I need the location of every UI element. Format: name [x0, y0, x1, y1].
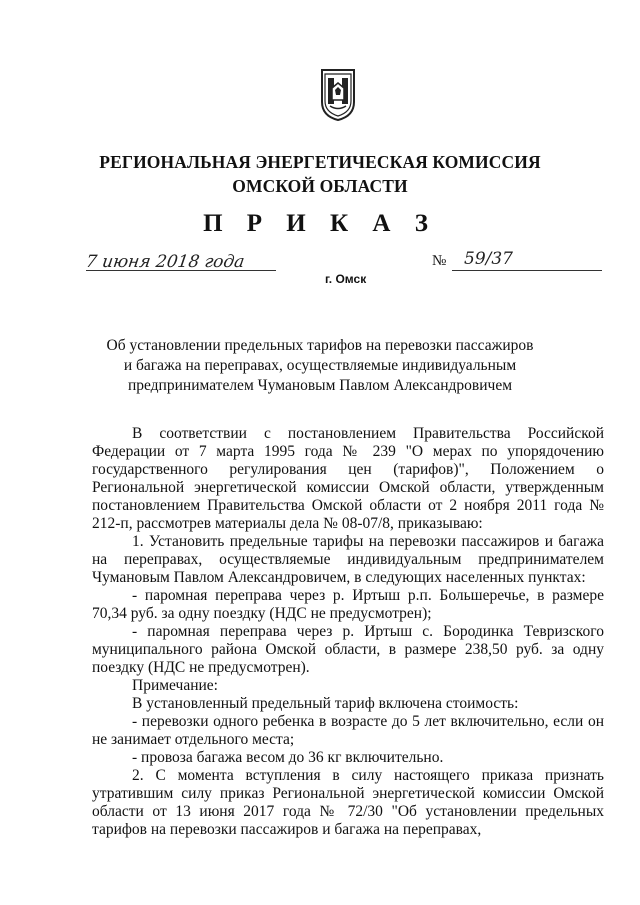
paragraph-ferry-bolsherechye: - паромная переправа через р. Иртыш р.п. Большеречье, в размере 70,34 руб. за одну поездку (НДС не предусмотрен); [92, 587, 604, 622]
document-type: П Р И К А З [203, 210, 437, 237]
number-label: № [432, 253, 447, 269]
title-line3: предпринимателем Чумановым Павлом Александровичем [127, 377, 513, 394]
date-handwritten: 7 июня 2018 года [84, 252, 246, 272]
paragraph-note-label: Примечание: [132, 677, 218, 694]
paragraph-item-2: 2. С момента вступления в силу настоящего приказа признать утратившим силу приказ Региональной энергетической комиссии Омской области от 13 июня 2017 года № 72/30 "Об установлении предельных тарифов на перевозки пассажиров и багажа на переправах, [92, 767, 604, 838]
paragraph-preamble: В соответствии с постановлением Правительства Российской Федерации от 7 марта 1995 года № 239 "О мерах по упорядочению государственного регулирования цен (тарифов)", Положением о Региональной энергетической комиссии Омской области, утвержденным постановлением Правительства Омской области от 2 ноября 2011 года № 212-п, рассмотрев материалы дела № 08-07/8, приказываю: [92, 425, 604, 532]
document-body [92, 425, 604, 839]
date-underline [86, 270, 276, 271]
coat-of-arms-emblem [318, 66, 358, 122]
number-underline [452, 270, 602, 271]
paragraph-note-text: В установленный предельный тариф включена стоимость: [132, 695, 519, 712]
title-line2: и багажа на переправах, осуществляемые индивидуальным [123, 357, 517, 374]
number-handwritten: 59/37 [464, 249, 513, 269]
org-name-line2: ОМСКОЙ ОБЛАСТИ [232, 176, 408, 196]
paragraph-note-baggage: - провоза багажа весом до 36 кг включительно. [132, 749, 444, 766]
org-name-line1: РЕГИОНАЛЬНАЯ ЭНЕРГЕТИЧЕСКАЯ КОМИССИЯ [99, 152, 541, 172]
paragraph-item-1: 1. Установить предельные тарифы на перевозки пассажиров и багажа на переправах, осуществляемые индивидуальным предпринимателем Чумановым Павлом Александровичем, в следующих населенных пунктах: [92, 533, 604, 586]
document-title [90, 336, 550, 396]
paragraph-ferry-borodinka: - паромная переправа через р. Иртыш с. Бородинка Тевризского муниципального района Омской области, в размере 238,50 руб. за одну поездку (НДС не предусмотрен). [92, 623, 604, 676]
paragraph-note-child: - перевозки одного ребенка в возрасте до 5 лет включительно, если он не занимает отдельного места; [92, 713, 604, 748]
title-line1: Об установлении предельных тарифов на перевозки пассажиров [106, 337, 534, 354]
city-label: г. Омск [325, 272, 367, 286]
